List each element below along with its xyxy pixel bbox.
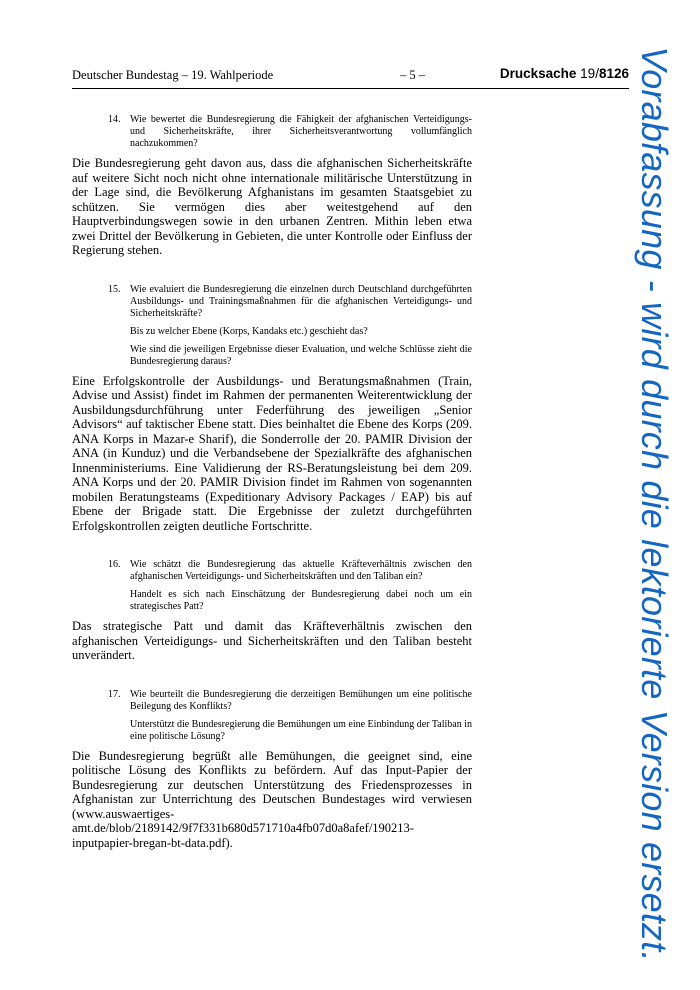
- question-number: 14.: [108, 114, 121, 125]
- question-15: [72, 284, 472, 368]
- drucksache-word: Drucksache: [499, 66, 577, 81]
- answer-16: Das strategische Patt und damit das Kräfteverhältnis zwischen den afghanischen Verteidigungs- und Sicherheitskräften und den Taliban besteht unverändert.: [72, 619, 472, 662]
- drucksache-number: 8126: [598, 66, 629, 81]
- question-17: [72, 689, 472, 743]
- header-publication: Deutscher Bundestag – 19. Wahlperiode: [72, 68, 274, 82]
- question-text: Bis zu welcher Ebene (Korps, Kandaks etc.) geschieht das?: [130, 325, 368, 337]
- question-number: 17.: [108, 688, 121, 700]
- answer-17: Die Bundesregierung begrüßt alle Bemühungen, die geeignet sind, eine politische Lösung des Konflikts zu befördern. Auf das Input-Papier der Bundesregierung zur deutschen Unterstützung des Friedensprozesses in Afghanistan zur Unterrichtung des Deutschen Bundestages wird verwiesen (www.auswaertiges-amt.de/blob/2189142/9f7f331b680d571710a4fb07d0a8afef/190213-inputpapier-bregan-bt-data.pdf).: [72, 748, 472, 850]
- question-text: Handelt es sich nach Einschätzung der Bundesregierung dabei noch um ein strategisches Patt?: [130, 589, 472, 612]
- drucksache-number-prefix: 19/: [580, 66, 599, 81]
- question-text: Wie evaluiert die Bundesregierung die einzelnen durch Deutschland durchgeführten Ausbildungs- und Trainingsmaßnahmen für die afghanischen Verteidigungs- und Sicherheitskräfte?: [130, 283, 472, 319]
- question-text: Wie bewertet die Bundesregierung die Fähigkeit der afghanischen Verteidigungs- und Sicherheitskräfte, ihrer Sicherheitsverantwortung vollumfänglich nachzukommen?: [130, 114, 472, 149]
- answer-15: Eine Erfolgskontrolle der Ausbildungs- und Beratungsmaßnahmen (Train, Advise und Assist) findet im Rahmen der permanenten Weiterentwicklung der Ausbildungsdurchführung unter Federführung des jeweiligen „Senior Advisors“ auf taktischer Ebene statt. Dies beinhaltet die Ebene des Korps (209. ANA Korps in Mazar-e Sharif), die Sonderrolle der 20. PAMIR Division der ANA (in Kunduz) und die Verbandsebene der Spezialkräfte des afghanischen Innenministeriums. Eine Validierung der RS-Beratungsleistung bei dem 209. ANA Korps und der 20. PAMIR Division findet im Rahmen von sogenannten mobilen Beratungsteams (Expeditionary Advisory Packages / EAP) bis auf Ebene der Brigade statt. Die Ergebnisse der zuletzt durchgeführten Erfolgskontrollen zeigten deutliche Fortschritte.: [72, 373, 472, 533]
- question-14: [72, 114, 472, 150]
- question-text: Wie beurteilt die Bundesregierung die derzeitigen Bemühungen um eine politische Beilegung des Konflikts?: [130, 688, 472, 712]
- question-text: Unterstützt die Bundesregierung die Bemühungen um eine Einbindung der Taliban in eine politische Lösung?: [130, 718, 472, 742]
- question-16: [72, 559, 472, 613]
- answer-14: Die Bundesregierung geht davon aus, dass die afghanischen Sicherheitskräfte auf weitere Sicht noch nicht ohne internationale militärische Unterstützung in der Lage sind, die Bevölkerung Afghanistans im gesamten Staatsgebiet zu schützen. Sie vermögen dies aber weitestgehend auf den Hauptverbindungswegen sowie in den urbanen Zentren. Mithin leben etwa zwei Drittel der Bevölkerung in Gebieten, die unter Kontrolle oder Einfluss der Regierung stehen.: [72, 156, 472, 257]
- watermark-text: Vorabfassung - wird durch die lektorierte Version ersetzt.: [634, 46, 675, 962]
- draft-watermark: [628, 46, 680, 962]
- document-body: [72, 114, 472, 850]
- question-text: Wie sind die jeweiligen Ergebnisse dieser Evaluation, und welche Schlüsse zieht die Bundesregierung daraus?: [130, 343, 472, 367]
- question-number: 16.: [108, 559, 121, 570]
- page-header: [72, 66, 629, 89]
- question-number: 15.: [108, 283, 121, 295]
- question-text: Wie schätzt die Bundesregierung das aktuelle Kräfteverhältnis zwischen den afghanischen Verteidigungs- und Sicherheitskräften und den Taliban ein?: [130, 559, 472, 582]
- page-number: – 5 –: [400, 68, 425, 82]
- drucksache-label: [500, 66, 629, 81]
